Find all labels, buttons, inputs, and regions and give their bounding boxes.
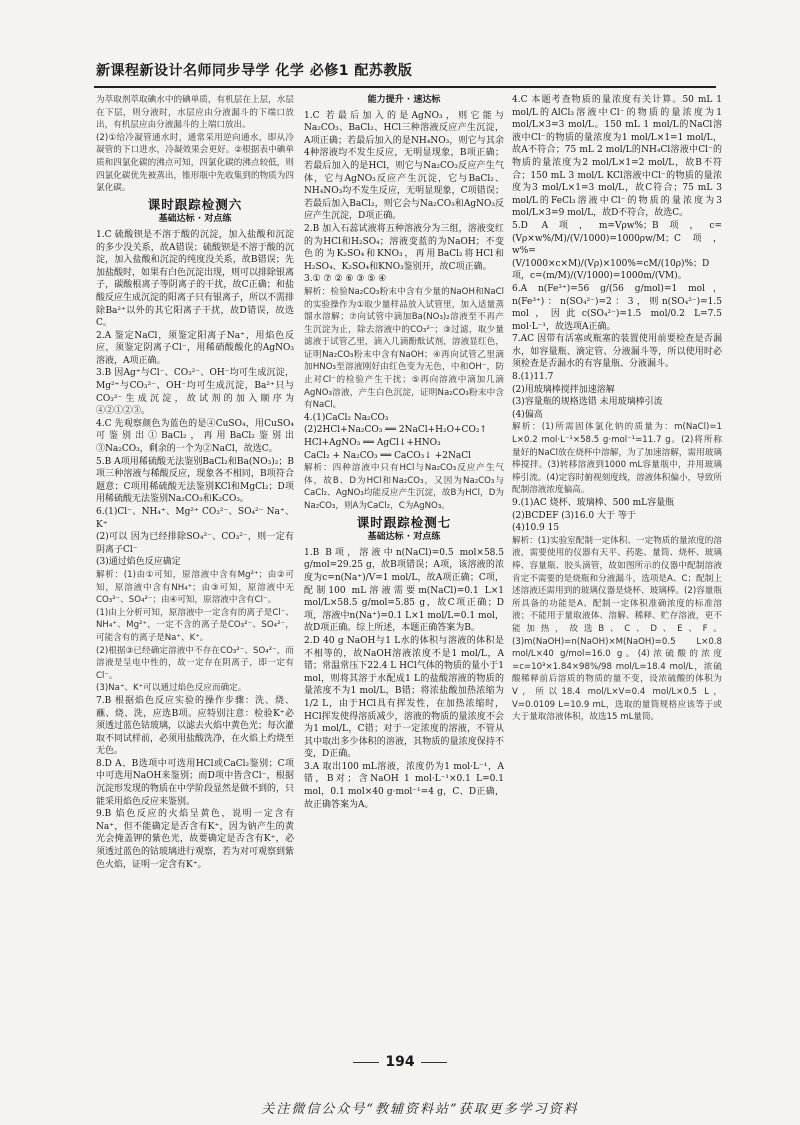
answer-item: 1.B B项，溶液中n(NaCl)=0.5 mol×58.5 g/mol=29.25 g，故B项错误；A项，该溶液的浓度为c=n(Na⁺)/V=1 mol/L，故A项正确；C项，配制100 mL溶液需要m(NaCl)=0.1 L×1 mol/L×58.5 g/mol=5.85 g，故C项正确；D项，溶液中n(Na⁺)=0.1 L×1 mol/L=0.1 mol，故D项正确。综上所述，本题正确答案为B。: [304, 547, 504, 634]
equation: CaCl₂ + Na₂CO₃ ══ CaCO₃↓ +2NaCl: [304, 450, 471, 461]
equation: HCl+AgNO₃ ══ AgCl↓+HNO₃: [304, 438, 441, 449]
answer-item: 2.B 加入石蕊试液将五种溶液分为三组，溶液变红的为HCl和H₂SO₄；溶液变蓝的为NaOH；不变色的为K₂SO₄和KNO₃，再用BaCl₂将HCl和H₂SO₄、K₂SO₄和KNO₃鉴别开，故C项正确。: [304, 223, 504, 272]
right-column: [512, 94, 722, 1094]
explanation: 解析：四种溶液中只有HCl与Na₂CO₃反应产生气体，故B、D为HCl和Na₂CO₃，又因为Na₂CO₃与CaCl₂、AgNO₃均能反应产生沉淀，故B为HCl，D为Na₂CO₃，则A为CaCl₂，C为AgNO₃。: [304, 463, 504, 511]
answer-item: 8.D A、B选项中可选用HCl或CaCl₂鉴别；C项中可选用NaOH来鉴别；而D项中皆含Cl⁻，根据沉淀形发现的物质在中学阶段显然是做不到的，只能采用焰色反应来鉴别。: [96, 758, 294, 807]
explanation: 解析：(1)所需固体氯化钠的质量为：m(NaCl)=1 L×0.2 mol·L⁻¹×58.5 g·mol⁻¹=11.7 g。(2)将所称量好的NaCl放在烧杯中溶解，为了加速溶解，需用玻璃棒搅拌。(3)转移溶液到1000 mL容量瓶中，并用玻璃棒引流。(4)定容时俯视刻度线，溶液体积偏小，导致所配制溶液浓度偏高。: [512, 422, 722, 496]
answer-item: (4)偏高: [512, 409, 543, 420]
section-title-6: 课时跟踪检测六: [147, 196, 243, 212]
answer-item: 7.AC 因带有活塞或瓶塞的装置使用前要检查是否漏水，如容量瓶、滴定管、分液漏斗等，所以使用时必须检查是否漏水的有容量瓶、分液漏斗。: [512, 334, 722, 370]
explanation: (1)由上分析可知，原溶液中一定含有的离子是Cl⁻、NH₄⁺、Mg²⁺，一定不含的离子是CO₃²⁻、SO₄²⁻，可能含有的离子是Na⁺、K⁺。: [96, 607, 294, 643]
section-title-7: 课时跟踪检测七: [356, 514, 452, 530]
answer-item: 3.B 因Ag⁺与Cl⁻、CO₃²⁻、OH⁻均可生成沉淀，Mg²⁺与CO₃²⁻、OH⁻均可生成沉淀，Ba²⁺只与CO₃²⁻生成沉淀，故试剂的加入顺序为④②①②③。: [96, 368, 294, 417]
explanation: (3)Na⁺、K⁺可以通过焰色反应而确定。: [96, 683, 247, 694]
answer-item: 7.B 根据焰色反应实验的操作步骤：洗、烧、蘸、烧、洗，应选B项。应特别注意：检验K⁺必须透过蓝色钴玻璃，以滤去火焰中黄色光；每次灌取不同试样前，必须用盐酸洗净，在火焰上灼烧至无色。: [96, 695, 294, 757]
footer-handwritten-note: 关注微信公众号“教辅资料站”获取更多学习资料: [261, 1102, 579, 1117]
answer-item: (3)通过焰色反应确定: [96, 557, 181, 568]
page-number: [340, 1054, 460, 1070]
answer-item: 1.C 若最后加入的是AgNO₃，则它能与Na₂CO₃、BaCl₂、HCl三种溶液反应产生沉淀，A项正确；若最后加入的是NH₄NO₃，则它与其余4种溶液均不发生反应，无明显现象，B项正确；若最后加入的是HCl，则它与Na₂CO₃反应产生气体，它与AgNO₃反应产生沉淀，它与BaCl₂、NH₄NO₃均不发生反应，无明显现象，C项错误；若最后加入BaCl₂，则它会与Na₂CO₃和AgNO₃反应产生沉淀，D项正确。: [304, 110, 504, 222]
explanation: 解析：(1)由①可知，原溶液中含有Mg²⁺；由②可知，原溶液中含有NH₄⁺；由③可知，原溶液中无CO₃²⁻、SO₄²⁻；由④可知，原溶液中含有Cl⁻。: [96, 569, 294, 606]
answer-item: 4.C 先观察颜色为蓝色的是④CuSO₄，用CuSO₄可鉴别出①BaCl₂，再用BaCl₂鉴别出③Na₂CO₃，剩余的一个为②NaCl，故选C。: [96, 418, 294, 455]
section-title-ability: 能力提升 · 速达标: [367, 95, 441, 105]
page-number-rule-right: [421, 1062, 447, 1063]
answer-item: 2.A 鉴定NaCl，须鉴定阳离子Na⁺，用焰色反应，须鉴定阴离子Cl⁻，用稀硝酸酸化的AgNO₃溶液，A项正确。: [96, 330, 294, 366]
header-rule: [94, 86, 716, 88]
page-number-rule-left: [353, 1062, 379, 1063]
answer-item: 3.① ⑦ ② ⑥ ③ ⑤ ④: [304, 274, 387, 285]
answer-item: 5.B A项用稀硫酸无法鉴别BaCl₂和Ba(NO₃)₂；B项三种溶液与稀酸反应，现象各不相同，B项符合题意；C项用稀硫酸无法鉴别KCl和MgCl₂；D项用稀硫酸无法鉴别Na₂CO₃和K₂CO₃。: [96, 456, 294, 505]
answer-item: 6.(1)Cl⁻、NH₄⁺、Mg²⁺ CO₃²⁻、SO₄²⁻ Na⁺、K⁺: [96, 507, 294, 530]
middle-column: [304, 94, 504, 1094]
page-number-text: 194: [385, 1054, 415, 1070]
answer-item: 3.A 取出100 mL溶液，浓度仍为1 mol·L⁻¹，A错，B对；含NaOH 1 mol·L⁻¹×0.1 L=0.1 mol，0.1 mol×40 g·mol⁻¹=4 g，C、D正确，故正确答案为A。: [304, 761, 504, 810]
sub-title-6: 基础达标 · 对点练: [158, 214, 232, 225]
sub-title-7: 基础达标 · 对点练: [367, 532, 441, 543]
answer-item: 9.B 焰色反应的火焰呈黄色，说明一定含有Na⁺，但不能确定是否含有K⁺，因为钠产生的黄光会掩盖钾的紫色光，故要确定是否含有K⁺，必须透过蓝色的钴玻璃进行观察，若为对可观察到紫色火焰，证明一定含有K⁺。: [96, 809, 294, 870]
answer-item: 8.(1)11.7: [512, 372, 554, 383]
answer-item: 2.D 40 g NaOH与1 L水的体积与溶液的体积是不相等的，故NaOH溶液浓度不是1 mol/L，A错；常温常压下22.4 L HCl气体的物质的量小于1 mol，则将其溶于水配成1 L的盐酸溶液的物质的量浓度不为1 mol/L，B错；将浓盐酸加热浓缩为1/2 L，由于HCl具有挥发性，在加热浓缩时，HCl挥发使得溶质减少，溶液的物质的量浓度不会为1 mol/L，C错；对于一定浓度的溶液，不管从其中取出多少体积的溶液，其物质的量浓度保持不变，D正确。: [304, 635, 504, 760]
answer-item: 5.D A项，m=Vρw%；B项，c=(Vρ×w%/M)/(V/1000)=1000ρw/M；C项，w%=(V/1000×c×M)/(Vρ)×100%=cM/(10ρ)%；D项，c=(m/M)/(V/1000)=1000m/(VM)。: [512, 220, 722, 282]
page-header: 新课程新设计名师同步导学 化学 必修1 配苏教版: [96, 63, 413, 79]
answer-item: (2)可以 因为已经排除SO₄²⁻、CO₃²⁻，则一定有阴离子Cl⁻: [96, 532, 294, 555]
explanation: 解析：检验Na₂CO₃粉末中含有少量的NaOH和NaCl的实验操作为①取少量样品放入试管里，加入适量蒸馏水溶解；⑦向试管中滴加Ba(NO₃)₂溶液至不再产生沉淀为止，除去溶液中的CO₃²⁻；③过滤，取少量滤液于试管乙里，滴入几滴酚酞试剂，溶液显红色，证明Na₂CO₃粉末中含有NaOH；④再向试管乙里滴加HNO₃至溶液刚好由红色变为无色，中和OH⁻，防止对Cl⁻的检验产生干扰；⑤再向溶液中滴加几滴AgNO₃溶液，产生白色沉淀，证明Na₂CO₃粉末中含有NaCl。: [304, 286, 504, 411]
left-column: [96, 94, 294, 1094]
equation: (2)2HCl+Na₂CO₃ ══ 2NaCl+H₂O+CO₂↑: [304, 425, 487, 436]
answer-item: (2)用玻璃棒搅拌加速溶解: [512, 384, 615, 395]
explanation: 解析：(1)实验室配制一定体积、一定物质的量浓度的溶液，需要使用的仪器有天平、药匙、量筒、烧杯、玻璃棒、容量瓶、胶头滴管，故如图所示的仪器中配制溶液肯定不需要的是烧瓶和分液漏斗，选项是A、C；配制上述溶液还需用到的玻璃仪器是烧杯、玻璃棒。(2)容量瓶所具备的功能是A、配制一定体积准确浓度的标准溶液；不能用于量取液体、溶解、稀释、贮存溶液，更不能加热，故选B、C、D、E、F。(3)m(NaOH)=n(NaOH)×M(NaOH)=0.5 L×0.8 mol/L×40 g/mol=16.0 g。(4)浓硫酸的浓度=c=10³×1.84×98%/98 mol/L=18.4 mol/L，浓硫酸稀释前后溶质的物质的量不变，设浓硫酸的体积为V，所以18.4 mol/L×V=0.4 mol/L×0.5 L，V=0.0109 L=10.9 mL，选取的量筒规格应该等于或大于量取溶液体积，故选15 mL量筒。: [512, 535, 722, 723]
answer-item: (3)容量瓶的规格选错 未用玻璃棒引流: [512, 397, 663, 408]
answer-item: 4.(1)CaCl₂ Na₂CO₃: [304, 412, 389, 423]
intro-paragraph-2: (2)①给冷凝管通水时，通常采用逆向通水，即从冷凝管的下口进水，冷凝效果会更好。②根据表中碘单质和四氯化碳的沸点可知，四氯化碳的沸点较低，则四氯化碳优先被蒸出，锥形瓶中先收集到的物质为四氯化碳。: [96, 132, 294, 194]
answer-item: 1.C 硫酸钡是不溶于酸的沉淀，加入盐酸和沉淀的多少没关系，故A错误；硫酸钡是不溶于酸的沉淀，加入盐酸和沉淀的纯度没关系，故B错误；先加盐酸时，如果有白色沉淀出现，则可以排除银离子，碳酸根离子等阴离子的干扰，故C正确；和盐酸反应生成沉淀的阳离子只有银离子，所以不需排除Ba²⁺以外的其它阳离子干扰，故D错误，故选C。: [96, 229, 294, 329]
intro-paragraph-1: 为萃取剂萃取碘水中的碘单质，有机层在上层，水层在下层，则分液时，水层应由分液漏斗的下端口放出，有机层应由分液漏斗的上端口放出。: [96, 95, 294, 131]
answer-item: 9.(1)AC 烧杯、玻璃棒、500 mL容量瓶: [512, 498, 675, 508]
answer-item: 6.A n(Fe³⁺)=56 g/(56 g/mol)=1 mol，n(Fe³⁺)：n(SO₄²⁻)=2：3，则n(SO₄²⁻)=1.5 mol，因此c(SO₄²⁻)=1.5 mol/0.2 L=7.5 mol·L⁻¹，故选项A正确。: [512, 283, 722, 332]
answer-item: 4.C 本题考查物质的量浓度有关计算。50 mL 1 mol/L的AlCl₃溶液中Cl⁻的物质的量浓度为1 mol/L×3=3 mol/L。150 mL 1 mol/L的NaCl溶液中Cl⁻的物质的量浓度为1 mol/L×1=1 mol/L，故A不符合；75 mL 2 mol/L的NH₄Cl溶液中Cl⁻的物质的量浓度为2 mol/L×1=2 mol/L，故B不符合；150 mL 3 mol/L KCl溶液中Cl⁻的物质的量浓度为3 mol/L×1=3 mol/L，故C符合；75 mL 3 mol/L的FeCl₃溶液中Cl⁻的物质的量浓度为3 mol/L×3=9 mol/L，故D不符合，故选C。: [512, 95, 722, 219]
answer-item: (4)10.9 15: [512, 523, 560, 534]
answer-item: (2)BCDEF (3)16.0 大于 等于: [512, 510, 636, 521]
explanation: (2)根据③已经确定溶液中不存在CO₃²⁻、SO₄²⁻，而溶液是呈电中性的，故一定存在阴离子，即一定有Cl⁻。: [96, 645, 294, 681]
